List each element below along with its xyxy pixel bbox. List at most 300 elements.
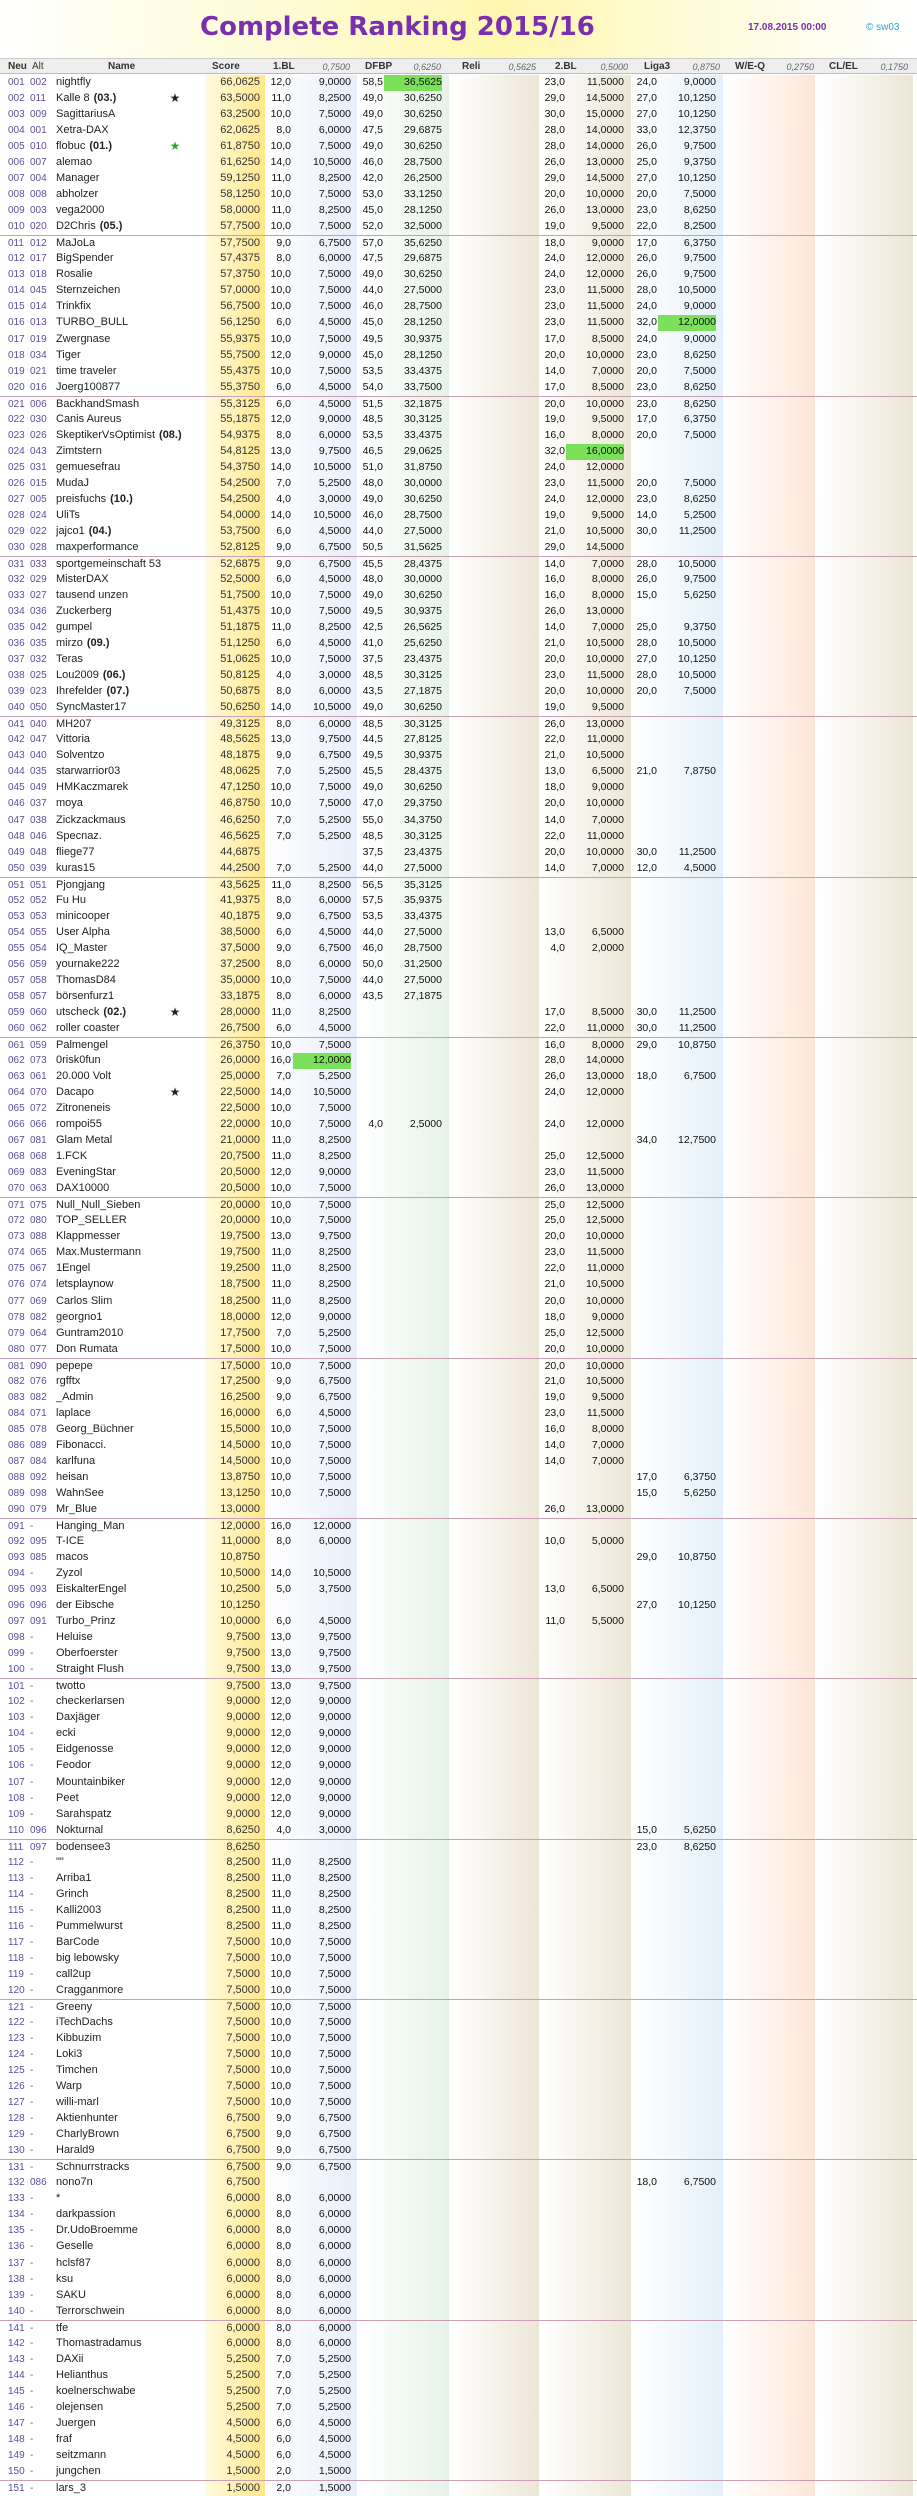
bl2-pts xyxy=(541,2384,565,2400)
dfbp-val xyxy=(384,2207,442,2223)
dfbp-val: 28,1250 xyxy=(404,204,442,217)
col-neu[interactable]: Neu xyxy=(8,61,27,72)
bl2-pts xyxy=(541,2336,565,2352)
table-row[interactable] xyxy=(0,1486,917,1502)
reli-val xyxy=(476,2288,534,2304)
table-row[interactable] xyxy=(0,2400,917,2416)
clel-pts xyxy=(817,2000,841,2016)
table-row[interactable] xyxy=(0,364,917,380)
bl2-pts: 17,0 xyxy=(544,1005,565,1018)
table-row[interactable] xyxy=(0,1678,917,1694)
score-value: 57,0000 xyxy=(220,284,260,297)
table-row[interactable] xyxy=(0,251,917,267)
weq-pts xyxy=(725,2127,749,2143)
table-row[interactable] xyxy=(0,283,917,299)
dfbp-val: 32,5000 xyxy=(404,220,442,233)
bl1-val: 6,0000 xyxy=(318,2256,351,2269)
table-row[interactable] xyxy=(0,1983,917,1999)
table-row[interactable] xyxy=(0,588,917,604)
table-row[interactable] xyxy=(0,332,917,348)
table-row[interactable] xyxy=(0,813,917,829)
table-row[interactable] xyxy=(0,700,917,716)
table-row[interactable] xyxy=(0,2031,917,2047)
table-row[interactable] xyxy=(0,2352,917,2368)
player-name xyxy=(56,620,206,636)
table-row[interactable] xyxy=(0,1021,917,1037)
table-row[interactable] xyxy=(0,1165,917,1181)
table-row[interactable] xyxy=(0,235,917,251)
table-row[interactable] xyxy=(0,396,917,412)
table-row[interactable] xyxy=(0,1502,917,1518)
table-row[interactable] xyxy=(0,299,917,315)
player-name xyxy=(56,1085,206,1101)
weq-pts xyxy=(725,1342,749,1358)
liga3-val xyxy=(658,2063,716,2079)
score-value: 22,5000 xyxy=(220,1086,260,1099)
table-row[interactable] xyxy=(0,1694,917,1710)
reli-val xyxy=(476,2047,534,2063)
player-name xyxy=(56,668,206,684)
table-row[interactable] xyxy=(0,1582,917,1598)
table-row[interactable] xyxy=(0,2272,917,2288)
bl2-val: 10,5000 xyxy=(586,524,624,537)
liga3-pts xyxy=(633,1502,657,1518)
liga3-val xyxy=(658,1758,716,1774)
dfbp-pts xyxy=(359,1630,383,1646)
table-row[interactable] xyxy=(0,508,917,524)
rank-new: 114 xyxy=(8,1888,24,1900)
bl2-pts: 24,0 xyxy=(544,268,565,281)
rank-old: 098 xyxy=(30,1487,47,1499)
rank-new: 150 xyxy=(8,2465,25,2477)
table-row[interactable] xyxy=(0,1967,917,1983)
bl1-val: 4,5000 xyxy=(318,637,351,650)
weq-pts xyxy=(725,636,749,652)
reli-pts xyxy=(451,1951,475,1967)
player-name-text: 20.000 Volt xyxy=(56,1070,112,1083)
table-row[interactable] xyxy=(0,1085,917,1101)
dfbp-val: 34,3750 xyxy=(404,813,442,826)
table-row[interactable] xyxy=(0,2079,917,2095)
table-row[interactable] xyxy=(0,716,917,732)
table-row[interactable] xyxy=(0,1261,917,1277)
clel-pts xyxy=(817,1261,841,1277)
table-row[interactable] xyxy=(0,107,917,123)
table-row[interactable] xyxy=(0,1470,917,1486)
rank-new: 040 xyxy=(8,702,25,714)
table-row[interactable] xyxy=(0,1390,917,1406)
table-row[interactable] xyxy=(0,1871,917,1887)
reli-val xyxy=(476,412,534,428)
table-row[interactable] xyxy=(0,2448,917,2464)
reli-val xyxy=(476,492,534,508)
table-row[interactable] xyxy=(0,2239,917,2255)
liga3-val xyxy=(658,2095,716,2111)
liga3-pts xyxy=(633,1454,657,1470)
table-row[interactable] xyxy=(0,2159,917,2175)
weq-pts xyxy=(725,1823,749,1839)
table-row[interactable] xyxy=(0,1213,917,1229)
table-row[interactable] xyxy=(0,2464,917,2480)
score-value: 50,6875 xyxy=(220,685,260,698)
reli-pts xyxy=(451,1277,475,1293)
table-row[interactable] xyxy=(0,829,917,845)
col-liga3-weight: 0,8750 xyxy=(692,62,720,72)
clel-val xyxy=(842,1710,900,1726)
table-row[interactable] xyxy=(0,1630,917,1646)
table-row[interactable] xyxy=(0,524,917,540)
bl1-pts: 10,0 xyxy=(270,1102,291,1115)
col-reli[interactable]: Reli xyxy=(462,61,481,72)
reli-pts xyxy=(451,1149,475,1165)
table-row[interactable] xyxy=(0,1791,917,1807)
weq-pts xyxy=(725,1181,749,1197)
bl2-val: 11,5000 xyxy=(586,300,624,313)
table-row[interactable] xyxy=(0,732,917,748)
table-row[interactable] xyxy=(0,2191,917,2207)
table-row[interactable] xyxy=(0,877,917,893)
rank-new: 138 xyxy=(8,2273,25,2285)
table-row[interactable] xyxy=(0,2336,917,2352)
table-row[interactable] xyxy=(0,989,917,1005)
weq-val xyxy=(750,957,808,973)
table-row[interactable] xyxy=(0,1229,917,1245)
table-row[interactable] xyxy=(0,428,917,444)
clel-pts xyxy=(817,1406,841,1422)
dfbp-pts xyxy=(359,1486,383,1502)
rank-new: 120 xyxy=(8,1984,25,1996)
col-clel[interactable]: CL/EL xyxy=(829,61,858,72)
liga3-pts xyxy=(633,1967,657,1983)
table-row[interactable] xyxy=(0,75,917,91)
table-row[interactable] xyxy=(0,1053,917,1069)
clel-pts xyxy=(817,1758,841,1774)
table-row[interactable] xyxy=(0,2416,917,2432)
table-row[interactable] xyxy=(0,91,917,107)
table-row[interactable] xyxy=(0,861,917,877)
table-row[interactable] xyxy=(0,1855,917,1871)
table-row[interactable] xyxy=(0,540,917,556)
table-row[interactable] xyxy=(0,1807,917,1823)
player-name xyxy=(56,1598,206,1614)
table-row[interactable] xyxy=(0,764,917,780)
reli-val xyxy=(476,444,534,460)
table-row[interactable] xyxy=(0,1197,917,1213)
liga3-pts: 26,0 xyxy=(636,252,657,265)
clel-pts xyxy=(817,2432,841,2448)
table-row[interactable] xyxy=(0,444,917,460)
table-row[interactable] xyxy=(0,941,917,957)
table-row[interactable] xyxy=(0,1342,917,1358)
table-row[interactable] xyxy=(0,2047,917,2063)
player-name xyxy=(56,1502,206,1518)
table-row[interactable] xyxy=(0,1758,917,1774)
bl1-val: 9,0000 xyxy=(318,1791,351,1804)
weq-pts xyxy=(725,1582,749,1598)
table-row[interactable] xyxy=(0,1903,917,1919)
table-row[interactable] xyxy=(0,2063,917,2079)
col-liga3[interactable]: Liga3 xyxy=(644,61,671,72)
table-row[interactable] xyxy=(0,203,917,219)
table-row[interactable] xyxy=(0,1823,917,1839)
table-row[interactable] xyxy=(0,348,917,364)
col-alt[interactable]: Alt xyxy=(32,61,44,72)
liga3-val xyxy=(658,717,716,733)
rank-new: 102 xyxy=(8,1696,25,1708)
score-value: 16,2500 xyxy=(220,1390,260,1403)
table-row[interactable] xyxy=(0,1326,917,1342)
bl1-pts: 11,0 xyxy=(271,1887,291,1900)
bl2-pts: 20,0 xyxy=(544,348,565,361)
bl2-pts: 18,0 xyxy=(544,781,565,794)
table-row[interactable] xyxy=(0,155,917,171)
table-row[interactable] xyxy=(0,1310,917,1326)
reli-pts xyxy=(451,251,475,267)
table-row[interactable] xyxy=(0,1294,917,1310)
dfbp-val xyxy=(384,2143,442,2159)
table-row[interactable] xyxy=(0,139,917,155)
table-row[interactable] xyxy=(0,652,917,668)
reli-pts xyxy=(451,989,475,1005)
table-row[interactable] xyxy=(0,572,917,588)
player-name-text: call2up xyxy=(56,1967,91,1980)
bl1-val: 8,2500 xyxy=(318,1005,351,1018)
table-row[interactable] xyxy=(0,1887,917,1903)
table-row[interactable] xyxy=(0,973,917,989)
table-row[interactable] xyxy=(0,2015,917,2031)
bl2-val xyxy=(566,2464,624,2480)
table-row[interactable] xyxy=(0,123,917,139)
table-row[interactable] xyxy=(0,476,917,492)
table-row[interactable] xyxy=(0,1614,917,1630)
table-row[interactable] xyxy=(0,1646,917,1662)
table-row[interactable] xyxy=(0,2223,917,2239)
dfbp-pts xyxy=(359,1438,383,1454)
table-row[interactable] xyxy=(0,1277,917,1293)
table-row[interactable] xyxy=(0,2256,917,2272)
clel-val xyxy=(842,2160,900,2176)
table-row[interactable] xyxy=(0,845,917,861)
table-row[interactable] xyxy=(0,1598,917,1614)
dfbp-pts: 43,5 xyxy=(362,685,383,698)
weq-val xyxy=(750,1967,808,1983)
table-row[interactable] xyxy=(0,1005,917,1021)
table-row[interactable] xyxy=(0,2095,917,2111)
table-row[interactable] xyxy=(0,1662,917,1678)
dfbp-pts xyxy=(359,2031,383,2047)
rank-new: 007 xyxy=(8,173,25,185)
liga3-pts xyxy=(633,1758,657,1774)
table-row[interactable] xyxy=(0,796,917,812)
reli-val xyxy=(476,1726,534,1742)
liga3-val: 6,3750 xyxy=(683,412,716,425)
table-row[interactable] xyxy=(0,460,917,476)
bl2-val xyxy=(566,2321,624,2337)
table-row[interactable] xyxy=(0,1422,917,1438)
table-row[interactable] xyxy=(0,267,917,283)
table-row[interactable] xyxy=(0,1117,917,1133)
col-dfbp[interactable]: DFBP xyxy=(365,61,393,72)
table-row[interactable] xyxy=(0,780,917,796)
rank-new: 135 xyxy=(8,2225,25,2237)
clel-pts xyxy=(817,1294,841,1310)
table-row[interactable] xyxy=(0,1999,917,2015)
table-row[interactable] xyxy=(0,893,917,909)
reli-pts xyxy=(451,2207,475,2223)
table-row[interactable] xyxy=(0,668,917,684)
table-row[interactable] xyxy=(0,925,917,941)
table-row[interactable] xyxy=(0,1245,917,1261)
table-row[interactable] xyxy=(0,1101,917,1117)
table-row[interactable] xyxy=(0,1069,917,1085)
bl2-pts xyxy=(541,2175,565,2191)
table-row[interactable] xyxy=(0,2480,917,2496)
table-row[interactable] xyxy=(0,2111,917,2127)
table-row[interactable] xyxy=(0,1358,917,1374)
clel-val xyxy=(842,2432,900,2448)
clel-val xyxy=(842,1422,900,1438)
player-name xyxy=(56,652,206,668)
reli-val xyxy=(476,941,534,957)
table-row[interactable] xyxy=(0,1149,917,1165)
table-row[interactable] xyxy=(0,2368,917,2384)
table-row[interactable] xyxy=(0,1726,917,1742)
table-row[interactable] xyxy=(0,1951,917,1967)
player-name-text: Geselle xyxy=(56,2240,94,2253)
table-row[interactable] xyxy=(0,492,917,508)
table-row[interactable] xyxy=(0,636,917,652)
clel-val xyxy=(842,1840,900,1856)
table-row[interactable] xyxy=(0,957,917,973)
table-row[interactable] xyxy=(0,1406,917,1422)
reli-pts xyxy=(451,1245,475,1261)
table-row[interactable] xyxy=(0,1518,917,1534)
weq-val xyxy=(750,1294,808,1310)
dfbp-pts: 49,0 xyxy=(362,781,383,794)
bl2-pts xyxy=(541,1758,565,1774)
table-row[interactable] xyxy=(0,1454,917,1470)
table-row[interactable] xyxy=(0,909,917,925)
weq-val xyxy=(750,1726,808,1742)
clel-val xyxy=(842,2481,900,2496)
bl2-pts: 21,0 xyxy=(544,1374,565,1387)
reli-pts xyxy=(451,1117,475,1133)
table-row[interactable] xyxy=(0,1839,917,1855)
bl2-pts xyxy=(541,1823,565,1839)
bl1-pts: 13,0 xyxy=(270,1230,291,1243)
reli-val xyxy=(476,155,534,171)
table-row[interactable] xyxy=(0,1550,917,1566)
table-row[interactable] xyxy=(0,171,917,187)
weq-pts xyxy=(725,684,749,700)
score-value: 46,8750 xyxy=(220,797,260,810)
col-weq[interactable]: W/E-Q xyxy=(735,61,765,72)
reli-pts xyxy=(451,1694,475,1710)
bl1-val: 8,2500 xyxy=(318,172,351,185)
bl2-val: 10,5000 xyxy=(586,1278,624,1291)
bl2-pts: 18,0 xyxy=(544,237,565,250)
clel-val xyxy=(842,91,900,107)
table-row[interactable] xyxy=(0,748,917,764)
table-row[interactable] xyxy=(0,684,917,700)
dfbp-pts: 37,5 xyxy=(362,845,383,858)
player-name-text: WahnSee xyxy=(56,1486,104,1499)
rank-old: - xyxy=(30,1792,34,1804)
col-score[interactable]: Score xyxy=(212,61,240,72)
table-row[interactable] xyxy=(0,1438,917,1454)
weq-val xyxy=(750,2448,808,2464)
table-row[interactable] xyxy=(0,2207,917,2223)
table-row[interactable] xyxy=(0,2384,917,2400)
table-row[interactable] xyxy=(0,1742,917,1758)
weq-pts xyxy=(725,2143,749,2159)
bl2-val: 10,5000 xyxy=(586,1374,624,1387)
player-name-text: nightfly xyxy=(56,76,91,88)
table-row[interactable] xyxy=(0,2432,917,2448)
table-row[interactable] xyxy=(0,1133,917,1149)
table-row[interactable] xyxy=(0,1710,917,1726)
clel-val xyxy=(842,2368,900,2384)
table-row[interactable] xyxy=(0,187,917,203)
clel-val xyxy=(842,2352,900,2368)
dfbp-pts: 37,5 xyxy=(362,653,383,666)
dfbp-pts: 49,0 xyxy=(362,108,383,121)
table-row[interactable] xyxy=(0,1775,917,1791)
col-2bl[interactable]: 2.BL xyxy=(555,61,577,72)
table-row[interactable] xyxy=(0,2143,917,2159)
weq-val xyxy=(750,1614,808,1630)
col-1bl[interactable]: 1.BL xyxy=(273,61,295,72)
liga3-pts xyxy=(633,444,657,460)
table-row[interactable] xyxy=(0,380,917,396)
bl2-pts xyxy=(541,2031,565,2047)
clel-val xyxy=(842,364,900,380)
table-row[interactable] xyxy=(0,2127,917,2143)
bl2-pts xyxy=(541,1807,565,1823)
liga3-val xyxy=(658,1967,716,1983)
rank-new: 099 xyxy=(8,1648,25,1660)
table-row[interactable] xyxy=(0,1037,917,1053)
table-row[interactable] xyxy=(0,219,917,235)
table-row[interactable] xyxy=(0,2288,917,2304)
table-row[interactable] xyxy=(0,1935,917,1951)
table-row[interactable] xyxy=(0,620,917,636)
table-row[interactable] xyxy=(0,1181,917,1197)
score-value: 8,6250 xyxy=(226,1823,260,1836)
col-name[interactable]: Name xyxy=(108,61,136,72)
clel-val xyxy=(842,267,900,283)
bl1-val: 7,5000 xyxy=(318,1486,351,1499)
bl1-pts: 10,0 xyxy=(270,589,291,602)
table-row[interactable] xyxy=(0,2304,917,2320)
table-row[interactable] xyxy=(0,1374,917,1390)
table-row[interactable] xyxy=(0,2175,917,2191)
table-row[interactable] xyxy=(0,1534,917,1550)
reli-pts xyxy=(451,1598,475,1614)
table-row[interactable] xyxy=(0,412,917,428)
table-row[interactable] xyxy=(0,604,917,620)
liga3-pts xyxy=(633,1326,657,1342)
table-row[interactable] xyxy=(0,2320,917,2336)
rank-new: 054 xyxy=(8,926,25,938)
table-row[interactable] xyxy=(0,1566,917,1582)
table-row[interactable] xyxy=(0,315,917,331)
dfbp-pts: 50,0 xyxy=(362,957,383,970)
clel-val xyxy=(842,973,900,989)
table-row[interactable] xyxy=(0,556,917,572)
table-row[interactable] xyxy=(0,1919,917,1935)
rank-old: 030 xyxy=(30,413,47,425)
